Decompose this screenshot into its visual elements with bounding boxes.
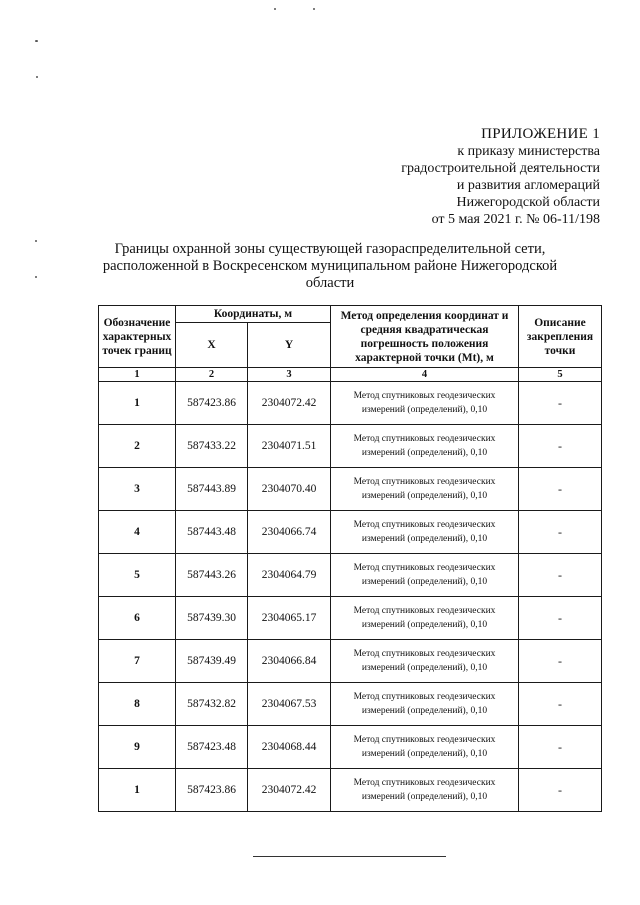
cell-x: 587439.30 (176, 597, 248, 640)
cell-y: 2304064.79 (248, 554, 331, 597)
cell-description: - (519, 511, 602, 554)
table-row (99, 726, 602, 769)
cell-point: 1 (99, 382, 176, 425)
cell-method: Метод спутниковых геодезических измерений (определений), 0,10 (331, 511, 519, 554)
cell-description: - (519, 769, 602, 812)
cell-point: 4 (99, 511, 176, 554)
cell-y: 2304071.51 (248, 425, 331, 468)
header-point-designation: Обозначение характерных точек границ (99, 306, 176, 368)
scan-speck (35, 276, 37, 278)
cell-x: 587443.48 (176, 511, 248, 554)
cell-point: 2 (99, 425, 176, 468)
scan-speck (35, 40, 38, 42)
table-row (99, 769, 602, 812)
cell-x: 587432.82 (176, 683, 248, 726)
cell-y: 2304065.17 (248, 597, 331, 640)
table-row (99, 425, 602, 468)
column-number: 2 (176, 368, 248, 382)
cell-method: Метод спутниковых геодезических измерений (определений), 0,10 (331, 468, 519, 511)
table-row (99, 683, 602, 726)
appendix-line: градостроительной деятельности (401, 161, 600, 176)
cell-method: Метод спутниковых геодезических измерений (определений), 0,10 (331, 382, 519, 425)
cell-method: Метод спутниковых геодезических измерений (определений), 0,10 (331, 683, 519, 726)
cell-y: 2304066.84 (248, 640, 331, 683)
cell-point: 6 (99, 597, 176, 640)
cell-description: - (519, 554, 602, 597)
table-body (99, 382, 602, 812)
scan-speck (35, 240, 37, 242)
cell-description: - (519, 726, 602, 769)
cell-description: - (519, 382, 602, 425)
appendix-line: от 5 мая 2021 г. № 06-11/198 (431, 212, 600, 227)
cell-point: 3 (99, 468, 176, 511)
cell-method: Метод спутниковых геодезических измерений (определений), 0,10 (331, 640, 519, 683)
cell-method: Метод спутниковых геодезических измерений (определений), 0,10 (331, 597, 519, 640)
table-row (99, 468, 602, 511)
document-title-line: области (305, 275, 355, 291)
column-number: 3 (248, 368, 331, 382)
cell-x: 587443.89 (176, 468, 248, 511)
cell-description: - (519, 683, 602, 726)
cell-y: 2304067.53 (248, 683, 331, 726)
scan-speck (274, 8, 276, 10)
scan-speck (313, 8, 315, 10)
cell-description: - (519, 640, 602, 683)
cell-x: 587423.86 (176, 769, 248, 812)
cell-description: - (519, 468, 602, 511)
cell-y: 2304066.74 (248, 511, 331, 554)
cell-point: 1 (99, 769, 176, 812)
column-number: 4 (331, 368, 519, 382)
header-x: X (176, 323, 248, 368)
cell-x: 587433.22 (176, 425, 248, 468)
table-row (99, 511, 602, 554)
header-description: Описание закрепления точки (519, 306, 602, 368)
appendix-line: и развития агломераций (456, 178, 600, 193)
appendix-heading: ПРИЛОЖЕНИЕ 1 (481, 126, 600, 142)
cell-y: 2304072.42 (248, 769, 331, 812)
cell-point: 9 (99, 726, 176, 769)
cell-y: 2304068.44 (248, 726, 331, 769)
table-row (99, 382, 602, 425)
header-method: Метод определения координат и средняя квадратическая погрешность положения характерной точки (Mt), м (331, 306, 519, 368)
appendix-block (401, 126, 600, 228)
document-title (100, 241, 560, 292)
header-coordinates: Координаты, м (176, 306, 331, 323)
cell-description: - (519, 597, 602, 640)
cell-method: Метод спутниковых геодезических измерений (определений), 0,10 (331, 425, 519, 468)
cell-description: - (519, 425, 602, 468)
cell-point: 5 (99, 554, 176, 597)
cell-point: 7 (99, 640, 176, 683)
cell-method: Метод спутниковых геодезических измерений (определений), 0,10 (331, 554, 519, 597)
cell-method: Метод спутниковых геодезических измерений (определений), 0,10 (331, 769, 519, 812)
column-number: 5 (519, 368, 602, 382)
cell-x: 587439.49 (176, 640, 248, 683)
coordinates-table (98, 305, 602, 812)
cell-x: 587443.26 (176, 554, 248, 597)
cell-point: 8 (99, 683, 176, 726)
appendix-line: Нижегородской области (456, 195, 600, 210)
table-row (99, 597, 602, 640)
footer-rule (253, 856, 446, 857)
cell-x: 587423.86 (176, 382, 248, 425)
cell-method: Метод спутниковых геодезических измерений (определений), 0,10 (331, 726, 519, 769)
column-number: 1 (99, 368, 176, 382)
cell-y: 2304072.42 (248, 382, 331, 425)
document-title-line: расположенной в Воскресенском муниципальном районе Нижегородской (102, 258, 558, 274)
cell-x: 587423.48 (176, 726, 248, 769)
table-row (99, 554, 602, 597)
cell-y: 2304070.40 (248, 468, 331, 511)
appendix-line: к приказу министерства (457, 144, 600, 159)
table-row (99, 640, 602, 683)
document-title-line: Границы охранной зоны существующей газораспределительной сети, (114, 241, 546, 257)
header-y: Y (248, 323, 331, 368)
scan-speck (36, 76, 38, 78)
